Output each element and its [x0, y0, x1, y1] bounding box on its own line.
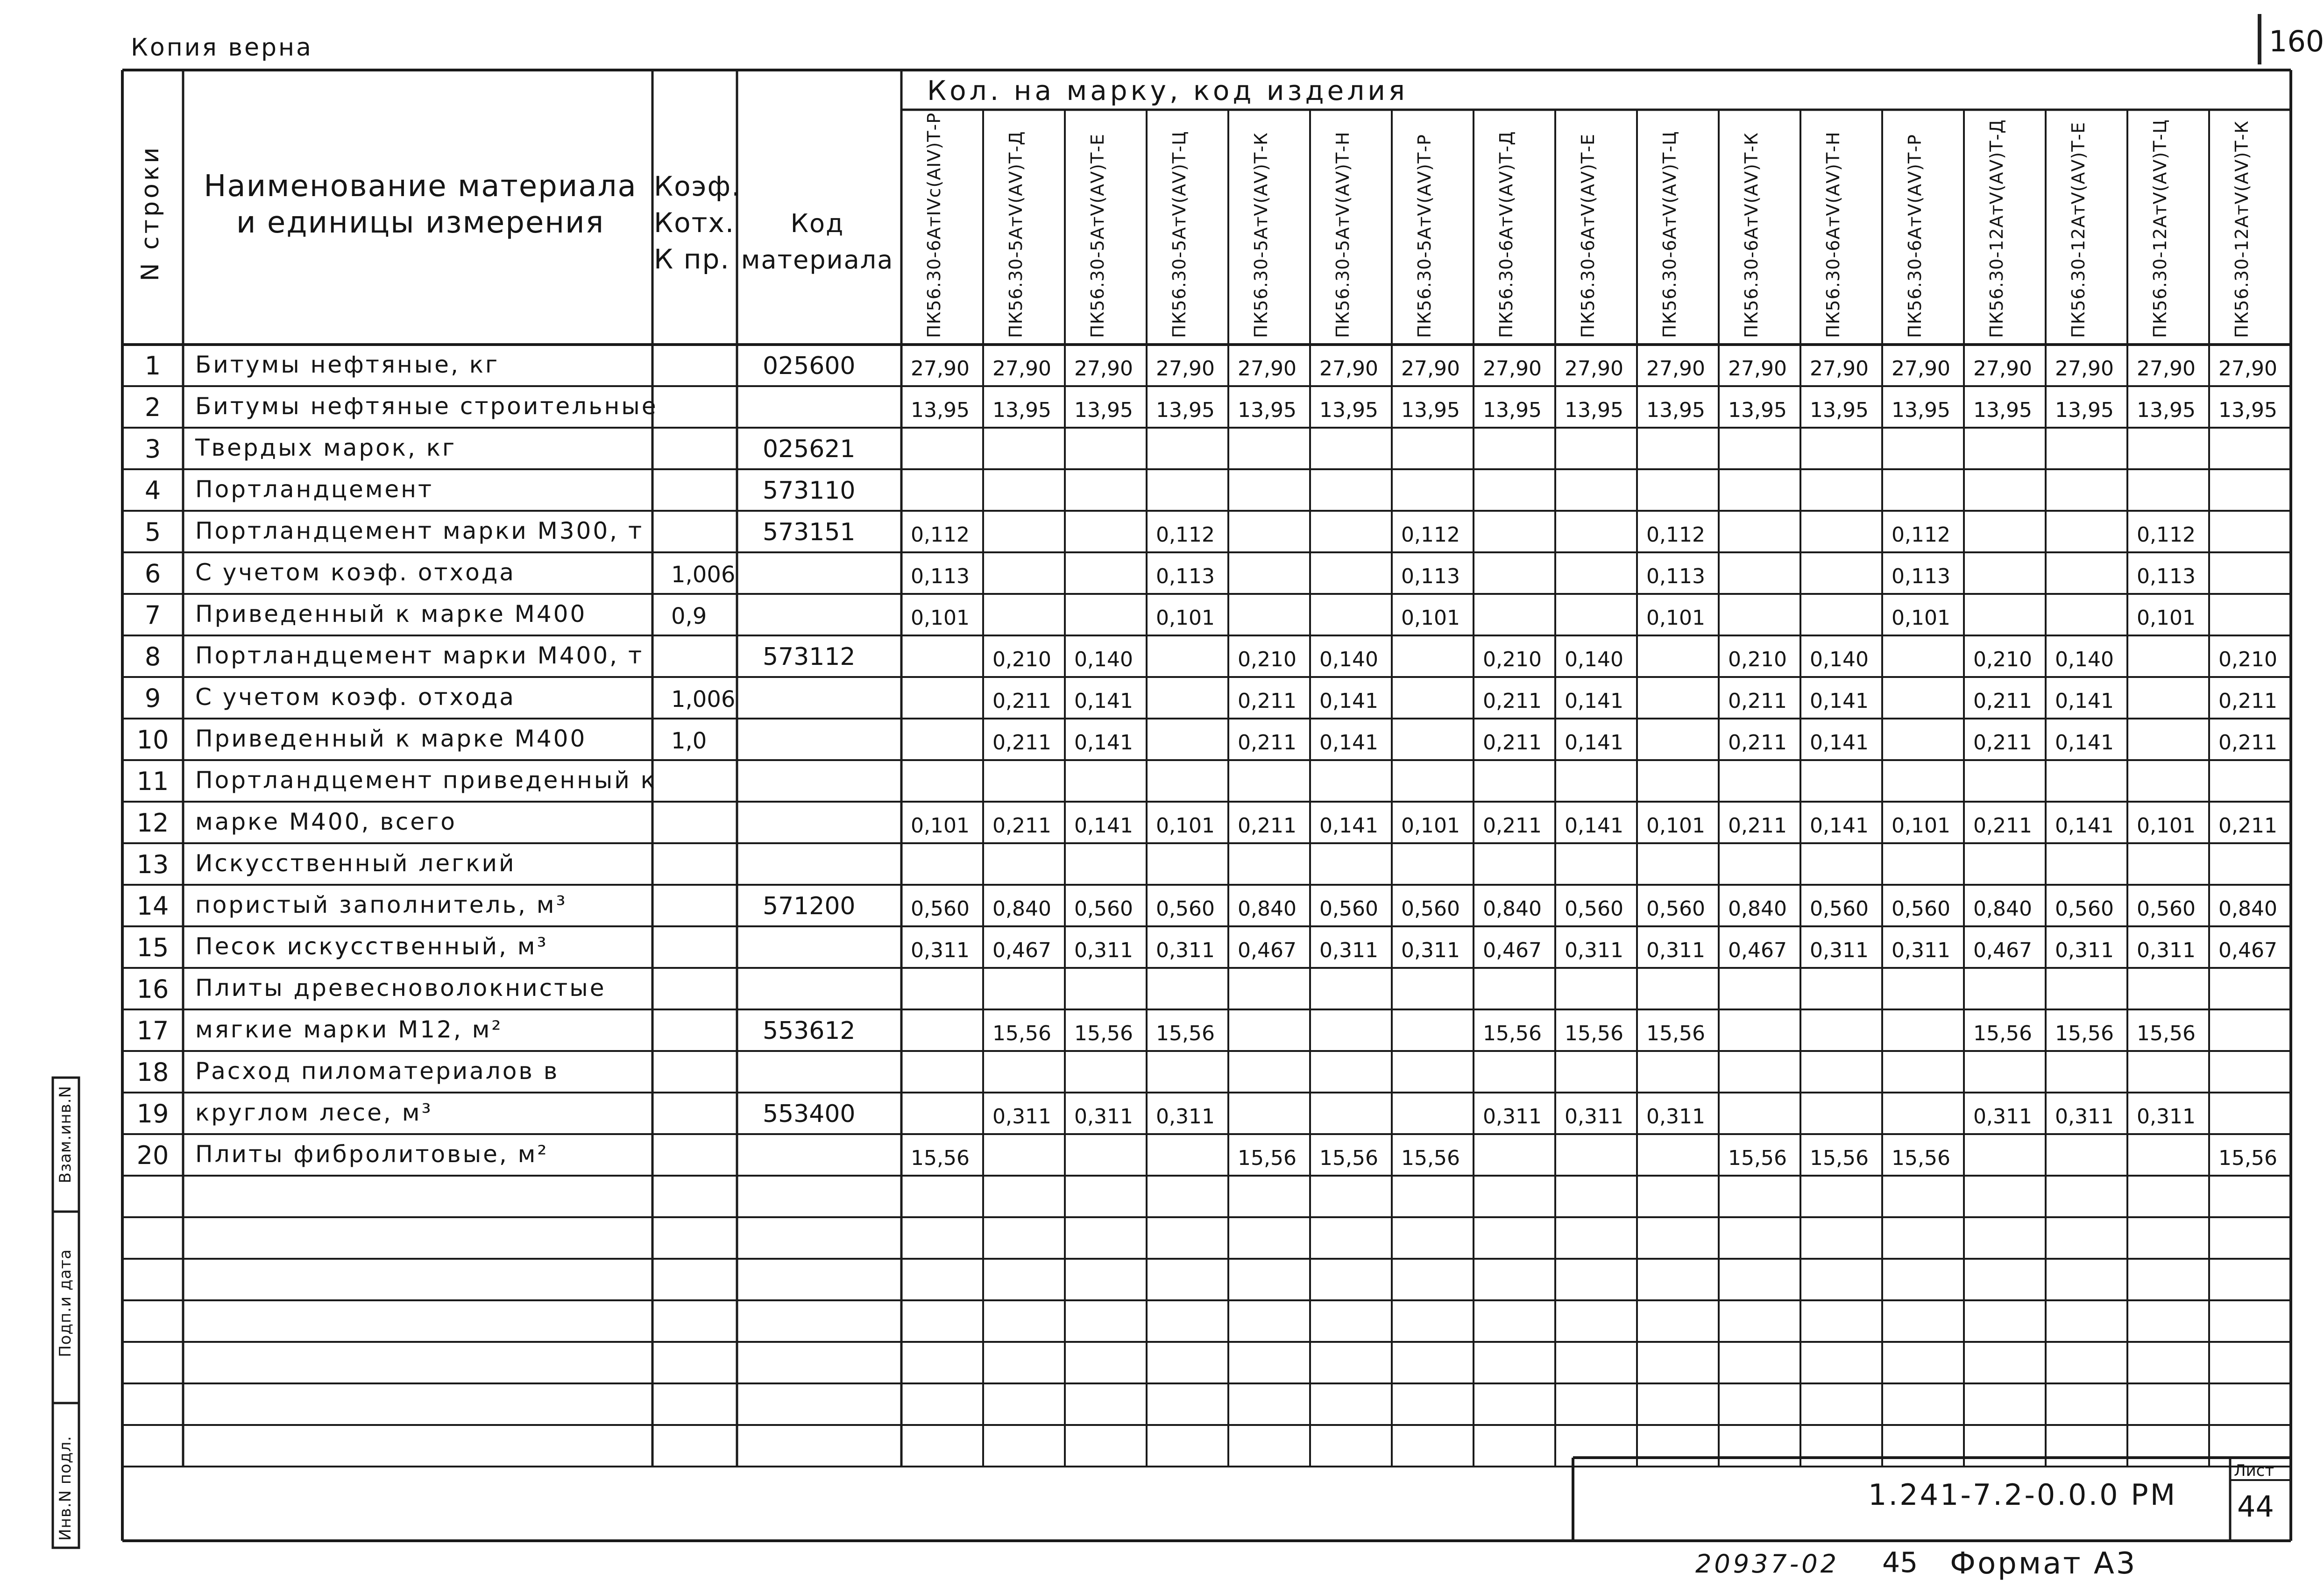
quantity-cell: 27,90: [1565, 357, 1623, 381]
quantity-cell: 0,467: [1238, 938, 1297, 962]
material-name: мягкие марки М12, м²: [195, 1016, 503, 1043]
quantity-cell: 0,113: [911, 564, 970, 588]
material-name: Плиты древесноволокнистые: [195, 974, 606, 1002]
coefficient: 1,006: [671, 686, 736, 712]
quantity-cell: 0,560: [1892, 897, 1950, 921]
quantity-cell: 0,467: [992, 938, 1051, 962]
quantity-cell: 27,90: [911, 357, 970, 381]
quantity-cell: 0,113: [1401, 564, 1460, 588]
quantity-cell: 0,101: [1156, 814, 1215, 838]
quantity-cell: 0,211: [992, 731, 1051, 755]
quantity-cell: 0,141: [1074, 814, 1133, 838]
quantity-cell: 0,311: [1892, 938, 1950, 962]
quantity-cell: 0,211: [2218, 814, 2277, 838]
quantity-cell: 0,113: [1646, 564, 1705, 588]
quantity-cell: 0,311: [1483, 1105, 1542, 1128]
quantity-cell: 27,90: [992, 357, 1051, 381]
row-number: 10: [136, 725, 169, 755]
quantity-cell: 0,141: [1074, 731, 1133, 755]
quantity-cell: 15,56: [2055, 1022, 2114, 1045]
quantity-cell: 13,95: [1401, 398, 1460, 422]
row-number: 15: [136, 933, 169, 962]
quantity-cell: 0,140: [1074, 648, 1133, 671]
quantity-cell: 0,113: [2137, 564, 2196, 588]
quantity-cell: 0,211: [1238, 814, 1297, 838]
row-number: 5: [144, 517, 161, 547]
quantity-cell: 15,56: [992, 1022, 1051, 1045]
quantity-cell: 0,560: [1074, 897, 1133, 921]
product-header: ПК56.30-6АтV(АV)Т-Ц: [1659, 131, 1680, 338]
row-number: 4: [144, 476, 161, 505]
quantity-cell: 27,90: [1074, 357, 1133, 381]
quantity-cell: 0,210: [992, 648, 1051, 671]
product-header: ПК56.30-6АтV(АV)Т-К: [1741, 132, 1762, 338]
quantity-cell: 0,101: [1401, 814, 1460, 838]
material-code: 553400: [763, 1100, 856, 1128]
header-row-no: [122, 75, 183, 346]
quantity-cell: 0,211: [1238, 731, 1297, 755]
material-code: 571200: [763, 892, 856, 920]
stamp-instead-inv: Взам.инв.N: [56, 1086, 75, 1184]
quantity-cell: 0,560: [1401, 897, 1460, 921]
quantity-cell: 0,211: [1483, 731, 1542, 755]
quantity-cell: 0,840: [1728, 897, 1787, 921]
quantity-cell: 27,90: [2137, 357, 2196, 381]
quantity-cell: 15,56: [1238, 1146, 1297, 1170]
quantity-cell: 0,467: [1483, 938, 1542, 962]
quantity-cell: 15,56: [1973, 1022, 2032, 1045]
quantity-cell: 0,840: [1483, 897, 1542, 921]
quantity-cell: 0,211: [1483, 689, 1542, 713]
quantity-cell: 0,311: [1319, 938, 1378, 962]
quantity-cell: 0,211: [992, 814, 1051, 838]
quantity-cell: 0,101: [1156, 606, 1215, 630]
row-number: 9: [144, 684, 161, 713]
row-number: 19: [136, 1099, 169, 1128]
quantity-cell: 0,311: [1074, 938, 1133, 962]
quantity-cell: 0,101: [1401, 606, 1460, 630]
quantity-cell: 0,311: [1156, 938, 1215, 962]
quantity-cell: 0,311: [1810, 938, 1869, 962]
page-number: 160: [2269, 24, 2324, 58]
quantity-cell: 15,56: [1728, 1146, 1787, 1170]
material-name: Приведенный к марке М400: [195, 600, 587, 628]
quantity-cell: 27,90: [1973, 357, 2032, 381]
copy-note: Копия верна: [131, 34, 313, 62]
quantity-cell: 15,56: [1319, 1146, 1378, 1170]
header-code: Код материала: [741, 209, 894, 275]
quantity-cell: 15,56: [1565, 1022, 1623, 1045]
quantity-cell: 0,141: [1319, 814, 1378, 838]
stamp-inv-no: Инв.N подл.: [56, 1436, 75, 1541]
material-name: Расход пиломатериалов в: [195, 1058, 560, 1085]
sheet-number: 44: [2237, 1489, 2274, 1523]
quantity-cell: 0,141: [2055, 814, 2114, 838]
quantity-cell: 0,141: [1319, 689, 1378, 713]
quantity-cell: 27,90: [1810, 357, 1869, 381]
quantity-cell: 0,560: [1156, 897, 1215, 921]
quantity-cell: 0,311: [2055, 1105, 2114, 1128]
header-coef: Коэф. Котх. К пр.: [654, 170, 741, 275]
quantity-cell: 0,101: [2137, 814, 2196, 838]
material-name: Портландцемент марки М300, т: [195, 517, 644, 544]
material-code: 573151: [763, 518, 856, 546]
quantity-cell: 27,90: [1319, 357, 1378, 381]
quantity-cell: 0,140: [1810, 648, 1869, 671]
material-name: круглом лесе, м³: [195, 1099, 433, 1126]
quantity-cell: 0,101: [1646, 814, 1705, 838]
quantity-cell: 0,840: [2218, 897, 2277, 921]
product-header: ПК56.30-6АтV(АV)Т-Р: [1905, 134, 1925, 338]
quantity-cell: 0,112: [1401, 523, 1460, 547]
quantity-cell: 0,113: [1892, 564, 1950, 588]
quantity-cell: 27,90: [1892, 357, 1950, 381]
quantity-cell: 27,90: [1728, 357, 1787, 381]
quantity-cell: 0,840: [992, 897, 1051, 921]
quantity-cell: 0,211: [2218, 689, 2277, 713]
quantity-cell: 0,211: [1238, 689, 1297, 713]
material-name: С учетом коэф. отхода: [195, 559, 516, 586]
quantity-cell: 0,210: [1483, 648, 1542, 671]
material-name: Портландцемент марки М400, т: [195, 642, 644, 669]
quantity-cell: 13,95: [2218, 398, 2277, 422]
quantity-cell: 0,112: [1892, 523, 1950, 547]
quantity-cell: 0,141: [1810, 689, 1869, 713]
quantity-cell: 13,95: [1319, 398, 1378, 422]
coefficient: 1,006: [671, 562, 736, 588]
quantity-cell: 0,210: [1973, 648, 2032, 671]
quantity-cell: 15,56: [1646, 1022, 1705, 1045]
quantity-cell: 0,467: [2218, 938, 2277, 962]
product-header: ПК56.30-12АтV(АV)Т-Е: [2068, 121, 2089, 338]
quantity-cell: 0,113: [1156, 564, 1215, 588]
quantity-cell: 15,56: [1401, 1146, 1460, 1170]
material-code: 573112: [763, 643, 856, 671]
footer-page: 45: [1882, 1546, 1918, 1579]
quantity-cell: 15,56: [1810, 1146, 1869, 1170]
row-number: 20: [136, 1141, 169, 1170]
quantity-cell: 13,95: [1238, 398, 1297, 422]
row-number: 11: [136, 767, 169, 796]
quantity-cell: 13,95: [1646, 398, 1705, 422]
row-number: 3: [144, 434, 161, 464]
product-header: ПК56.30-5АтV(АV)Т-Р: [1414, 134, 1435, 338]
row-number: 14: [136, 891, 169, 921]
paper-format: Формат А3: [1950, 1546, 2137, 1581]
product-header: ПК56.30-6АтV(АV)Т-Е: [1578, 134, 1598, 338]
quantity-cell: 0,112: [1156, 523, 1215, 547]
quantity-cell: 27,90: [1646, 357, 1705, 381]
quantity-cell: 0,211: [1728, 689, 1787, 713]
quantity-cell: 15,56: [1074, 1022, 1133, 1045]
quantity-cell: 0,112: [1646, 523, 1705, 547]
quantity-cell: 0,141: [1074, 689, 1133, 713]
product-header: ПК56.30-6АтV(АV)Т-Д: [1496, 131, 1516, 338]
quantity-cell: 13,95: [911, 398, 970, 422]
quantity-cell: 0,311: [2137, 938, 2196, 962]
header-group: Кол. на марку, код изделия: [927, 75, 1408, 106]
product-header: ПК56.30-5АтV(АV)Т-Ц: [1169, 131, 1190, 338]
product-header: ПК56.30-12АтV(АV)Т-Д: [1986, 119, 2007, 338]
material-name: Битумы нефтяные, кг: [195, 351, 500, 378]
quantity-cell: 0,311: [1646, 938, 1705, 962]
material-code: 025600: [763, 352, 856, 380]
quantity-cell: 0,101: [911, 814, 970, 838]
product-header: ПК56.30-5АтV(АV)Т-Д: [1006, 131, 1026, 338]
quantity-cell: 0,211: [1973, 689, 2032, 713]
row-number: 18: [136, 1058, 169, 1087]
sheet-label: Лист: [2234, 1461, 2274, 1480]
quantity-cell: 13,95: [1892, 398, 1950, 422]
material-name: Приведенный к марке М400: [195, 725, 587, 752]
product-header: ПК56.30-12АтV(АV)Т-Ц: [2150, 119, 2170, 338]
quantity-cell: 0,112: [911, 523, 970, 547]
quantity-cell: 0,840: [1973, 897, 2032, 921]
quantity-cell: 13,95: [1973, 398, 2032, 422]
product-header: ПК56.30-5АтV(АV)Т-Е: [1087, 134, 1108, 338]
quantity-cell: 0,141: [2055, 731, 2114, 755]
product-header: ПК56.30-6АтIVс(АIV)Т-Р: [924, 112, 944, 338]
quantity-cell: 13,95: [2137, 398, 2196, 422]
quantity-cell: 0,311: [1565, 938, 1623, 962]
stamp-sign-date: Подп.и дата: [56, 1249, 75, 1357]
quantity-cell: 0,210: [1728, 648, 1787, 671]
quantity-cell: 0,112: [2137, 523, 2196, 547]
quantity-cell: 15,56: [2218, 1146, 2277, 1170]
material-code: 025621: [763, 435, 856, 463]
product-header: ПК56.30-6АтV(АV)Т-Н: [1823, 131, 1843, 338]
row-number: 6: [144, 559, 161, 588]
quantity-cell: 0,560: [2055, 897, 2114, 921]
material-name: пористый заполнитель, м³: [195, 891, 567, 918]
quantity-cell: 27,90: [1483, 357, 1542, 381]
quantity-cell: 0,101: [2137, 606, 2196, 630]
quantity-cell: 15,56: [911, 1146, 970, 1170]
quantity-cell: 15,56: [1483, 1022, 1542, 1045]
quantity-cell: 27,90: [2218, 357, 2277, 381]
quantity-cell: 0,140: [1319, 648, 1378, 671]
material-name: Твердых марок, кг: [195, 434, 457, 461]
quantity-cell: 15,56: [1156, 1022, 1215, 1045]
material-name: Портландцемент приведенный к: [195, 767, 657, 794]
quantity-cell: 0,141: [1810, 731, 1869, 755]
quantity-cell: 0,211: [1728, 731, 1787, 755]
quantity-cell: 0,211: [1973, 814, 2032, 838]
coefficient: 0,9: [671, 603, 707, 629]
row-number: 2: [144, 393, 161, 422]
order-number: 20937-02: [1695, 1549, 1839, 1579]
quantity-cell: 0,141: [1565, 731, 1623, 755]
quantity-cell: 0,311: [992, 1105, 1051, 1128]
quantity-cell: 0,211: [992, 689, 1051, 713]
row-number: 16: [136, 974, 169, 1004]
material-name: Плиты фибролитовые, м²: [195, 1141, 549, 1168]
quantity-cell: 0,141: [2055, 689, 2114, 713]
quantity-cell: 0,141: [1319, 731, 1378, 755]
quantity-cell: 13,95: [992, 398, 1051, 422]
quantity-cell: 27,90: [1156, 357, 1215, 381]
quantity-cell: 0,840: [1238, 897, 1297, 921]
quantity-cell: 0,101: [1646, 606, 1705, 630]
quantity-cell: 15,56: [1892, 1146, 1950, 1170]
row-number: 12: [136, 808, 169, 838]
quantity-cell: 0,211: [2218, 731, 2277, 755]
quantity-cell: 0,311: [1156, 1105, 1215, 1128]
quantity-cell: 0,311: [1401, 938, 1460, 962]
row-number: 1: [144, 351, 161, 381]
quantity-cell: 27,90: [2055, 357, 2114, 381]
product-header: ПК56.30-5АтV(АV)Т-Н: [1332, 131, 1353, 338]
quantity-cell: 0,210: [1238, 648, 1297, 671]
row-number: 13: [136, 850, 169, 879]
quantity-cell: 0,101: [1892, 606, 1950, 630]
material-code: 553612: [763, 1017, 856, 1045]
quantity-cell: 27,90: [1401, 357, 1460, 381]
material-name: Битумы нефтяные строительные: [195, 393, 658, 420]
designation: 1.241-7.2-0.0.0 РМ: [1868, 1478, 2177, 1512]
quantity-cell: 0,311: [1646, 1105, 1705, 1128]
quantity-cell: 0,311: [2137, 1105, 2196, 1128]
material-name: Искусственный легкий: [195, 850, 516, 877]
quantity-cell: 0,311: [2055, 938, 2114, 962]
quantity-cell: 0,560: [1810, 897, 1869, 921]
quantity-cell: 0,311: [1074, 1105, 1133, 1128]
side-stamp: [51, 1076, 80, 1549]
quantity-cell: 0,140: [1565, 648, 1623, 671]
quantity-cell: 0,211: [1973, 731, 2032, 755]
quantity-cell: 0,210: [2218, 648, 2277, 671]
quantity-cell: 0,467: [1728, 938, 1787, 962]
material-name: Песок искусственный, м³: [195, 933, 548, 960]
quantity-cell: 0,140: [2055, 648, 2114, 671]
quantity-cell: 0,560: [1646, 897, 1705, 921]
material-code: 573110: [763, 477, 856, 505]
header-name: Наименование материала и единицы измерения: [204, 169, 637, 240]
quantity-cell: 0,467: [1973, 938, 2032, 962]
row-number: 8: [144, 642, 161, 671]
quantity-cell: 0,101: [1892, 814, 1950, 838]
product-header: ПК56.30-5АтV(АV)Т-К: [1251, 132, 1271, 338]
product-header: ПК56.30-12АтV(АV)Т-К: [2232, 120, 2252, 338]
quantity-cell: 0,141: [1565, 689, 1623, 713]
quantity-cell: 0,211: [1483, 814, 1542, 838]
quantity-cell: 13,95: [1483, 398, 1542, 422]
quantity-cell: 13,95: [1156, 398, 1215, 422]
material-name: С учетом коэф. отхода: [195, 684, 516, 711]
quantity-cell: 0,101: [911, 606, 970, 630]
quantity-cell: 13,95: [1728, 398, 1787, 422]
quantity-cell: 13,95: [2055, 398, 2114, 422]
quantity-cell: 15,56: [2137, 1022, 2196, 1045]
quantity-cell: 13,95: [1074, 398, 1133, 422]
quantity-cell: 0,560: [1319, 897, 1378, 921]
quantity-cell: 0,560: [2137, 897, 2196, 921]
quantity-cell: 13,95: [1565, 398, 1623, 422]
quantity-cell: 0,311: [1565, 1105, 1623, 1128]
quantity-cell: 0,311: [911, 938, 970, 962]
quantity-cell: 0,211: [1728, 814, 1787, 838]
material-name: Портландцемент: [195, 476, 434, 503]
quantity-cell: 0,141: [1565, 814, 1623, 838]
quantity-cell: 13,95: [1810, 398, 1869, 422]
row-no-header: N строки: [136, 145, 164, 282]
quantity-cell: 27,90: [1238, 357, 1297, 381]
quantity-cell: 0,560: [911, 897, 970, 921]
quantity-cell: 0,560: [1565, 897, 1623, 921]
quantity-cell: 0,311: [1973, 1105, 2032, 1128]
material-name: марке М400, всего: [195, 808, 457, 835]
row-number: 7: [144, 600, 161, 630]
coefficient: 1,0: [671, 728, 707, 754]
row-number: 17: [136, 1016, 169, 1045]
quantity-cell: 0,141: [1810, 814, 1869, 838]
